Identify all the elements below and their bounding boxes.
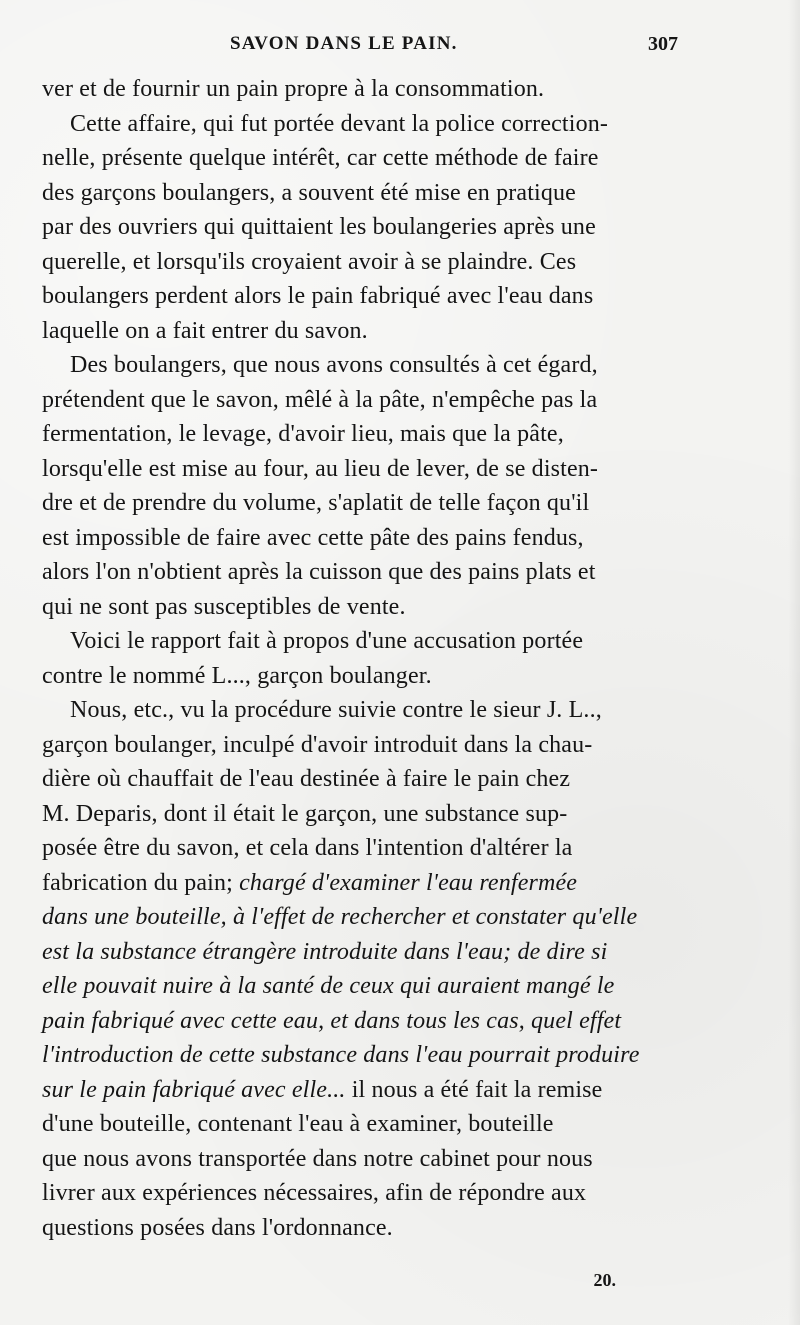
text-line: d'une bouteille, contenant l'eau à examiner, bouteille bbox=[42, 1111, 554, 1137]
text-line: contre le nommé L..., garçon boulanger. bbox=[42, 662, 432, 689]
paragraph-start-line: Des boulangers, que nous avons consultés à cet égard, bbox=[70, 352, 598, 378]
italic-text-line: l'introduction de cette substance dans l'eau pourrait produire bbox=[42, 1042, 640, 1068]
text-line: laquelle on a fait entrer du savon. bbox=[42, 317, 368, 344]
paragraph-start-line: Cette affaire, qui fut portée devant la police correction- bbox=[70, 110, 609, 137]
italic-text-line: elle pouvait nuire à la santé de ceux qui auraient mangé le bbox=[42, 973, 615, 999]
mixed-style-line bbox=[42, 866, 694, 901]
page-number: 307 bbox=[648, 33, 678, 55]
text-line: nelle, présente quelque intérêt, car cette méthode de faire bbox=[42, 145, 599, 171]
text-line: qui ne sont pas susceptibles de vente. bbox=[42, 593, 406, 620]
running-title: SAVON DANS LE PAIN. bbox=[230, 33, 458, 54]
body-text bbox=[42, 72, 694, 1245]
italic-text-line: dans une bouteille, à l'effet de rechercher et constater qu'elle bbox=[42, 904, 638, 930]
italic-text-line: pain fabriqué avec cette eau, et dans tous les cas, quel effet bbox=[42, 1007, 622, 1034]
page-footer bbox=[0, 1270, 800, 1300]
text-segment: il nous a été fait la remise bbox=[351, 1076, 603, 1103]
text-line: des garçons boulangers, a souvent été mise en pratique bbox=[42, 179, 576, 206]
text-line: lorsqu'elle est mise au four, au lieu de lever, de se disten- bbox=[42, 455, 599, 482]
italic-text-line: est la substance étrangère introduite dans l'eau; de dire si bbox=[42, 938, 608, 965]
paragraph-start-line: Voici le rapport fait à propos d'une accusation portée bbox=[70, 628, 584, 654]
text-line: dre et de prendre du volume, s'aplatit de telle façon qu'il bbox=[42, 490, 590, 516]
text-line: boulangers perdent alors le pain fabriqué avec l'eau dans bbox=[42, 283, 594, 309]
text-segment: fabrication du pain; bbox=[42, 869, 233, 896]
text-line: M. Deparis, dont il était le garçon, une substance sup- bbox=[42, 800, 568, 827]
paragraph-start-line: Nous, etc., vu la procédure suivie contre le sieur J. L.., bbox=[70, 697, 602, 723]
text-line: que nous avons transportée dans notre cabinet pour nous bbox=[42, 1145, 593, 1172]
text-line: prétendent que le savon, mêlé à la pâte, n'empêche pas la bbox=[42, 386, 598, 413]
text-line: questions posées dans l'ordonnance. bbox=[42, 1214, 393, 1241]
italic-text-segment: sur le pain fabriqué avec elle... bbox=[42, 1076, 346, 1103]
italic-text-segment: chargé d'examiner l'eau renfermée bbox=[239, 869, 578, 896]
text-line: par des ouvriers qui quittaient les boulangeries après une bbox=[42, 214, 596, 240]
running-header bbox=[0, 31, 800, 61]
text-line: dière où chauffait de l'eau destinée à faire le pain chez bbox=[42, 766, 571, 792]
text-line: posée être du savon, et cela dans l'intention d'altérer la bbox=[42, 835, 573, 861]
text-line: alors l'on n'obtient après la cuisson que des pains plats et bbox=[42, 559, 596, 585]
text-line: est impossible de faire avec cette pâte des pains fendus, bbox=[42, 524, 584, 551]
text-line: garçon boulanger, inculpé d'avoir introduit dans la chau- bbox=[42, 731, 593, 758]
text-line: livrer aux expériences nécessaires, afin de répondre aux bbox=[42, 1180, 587, 1206]
signature-mark: 20. bbox=[593, 1270, 616, 1290]
text-line: querelle, et lorsqu'ils croyaient avoir à se plaindre. Ces bbox=[42, 248, 577, 275]
mixed-style-line bbox=[42, 1073, 694, 1108]
text-line: fermentation, le levage, d'avoir lieu, mais que la pâte, bbox=[42, 421, 564, 447]
text-line: ver et de fournir un pain propre à la consommation. bbox=[42, 76, 545, 102]
